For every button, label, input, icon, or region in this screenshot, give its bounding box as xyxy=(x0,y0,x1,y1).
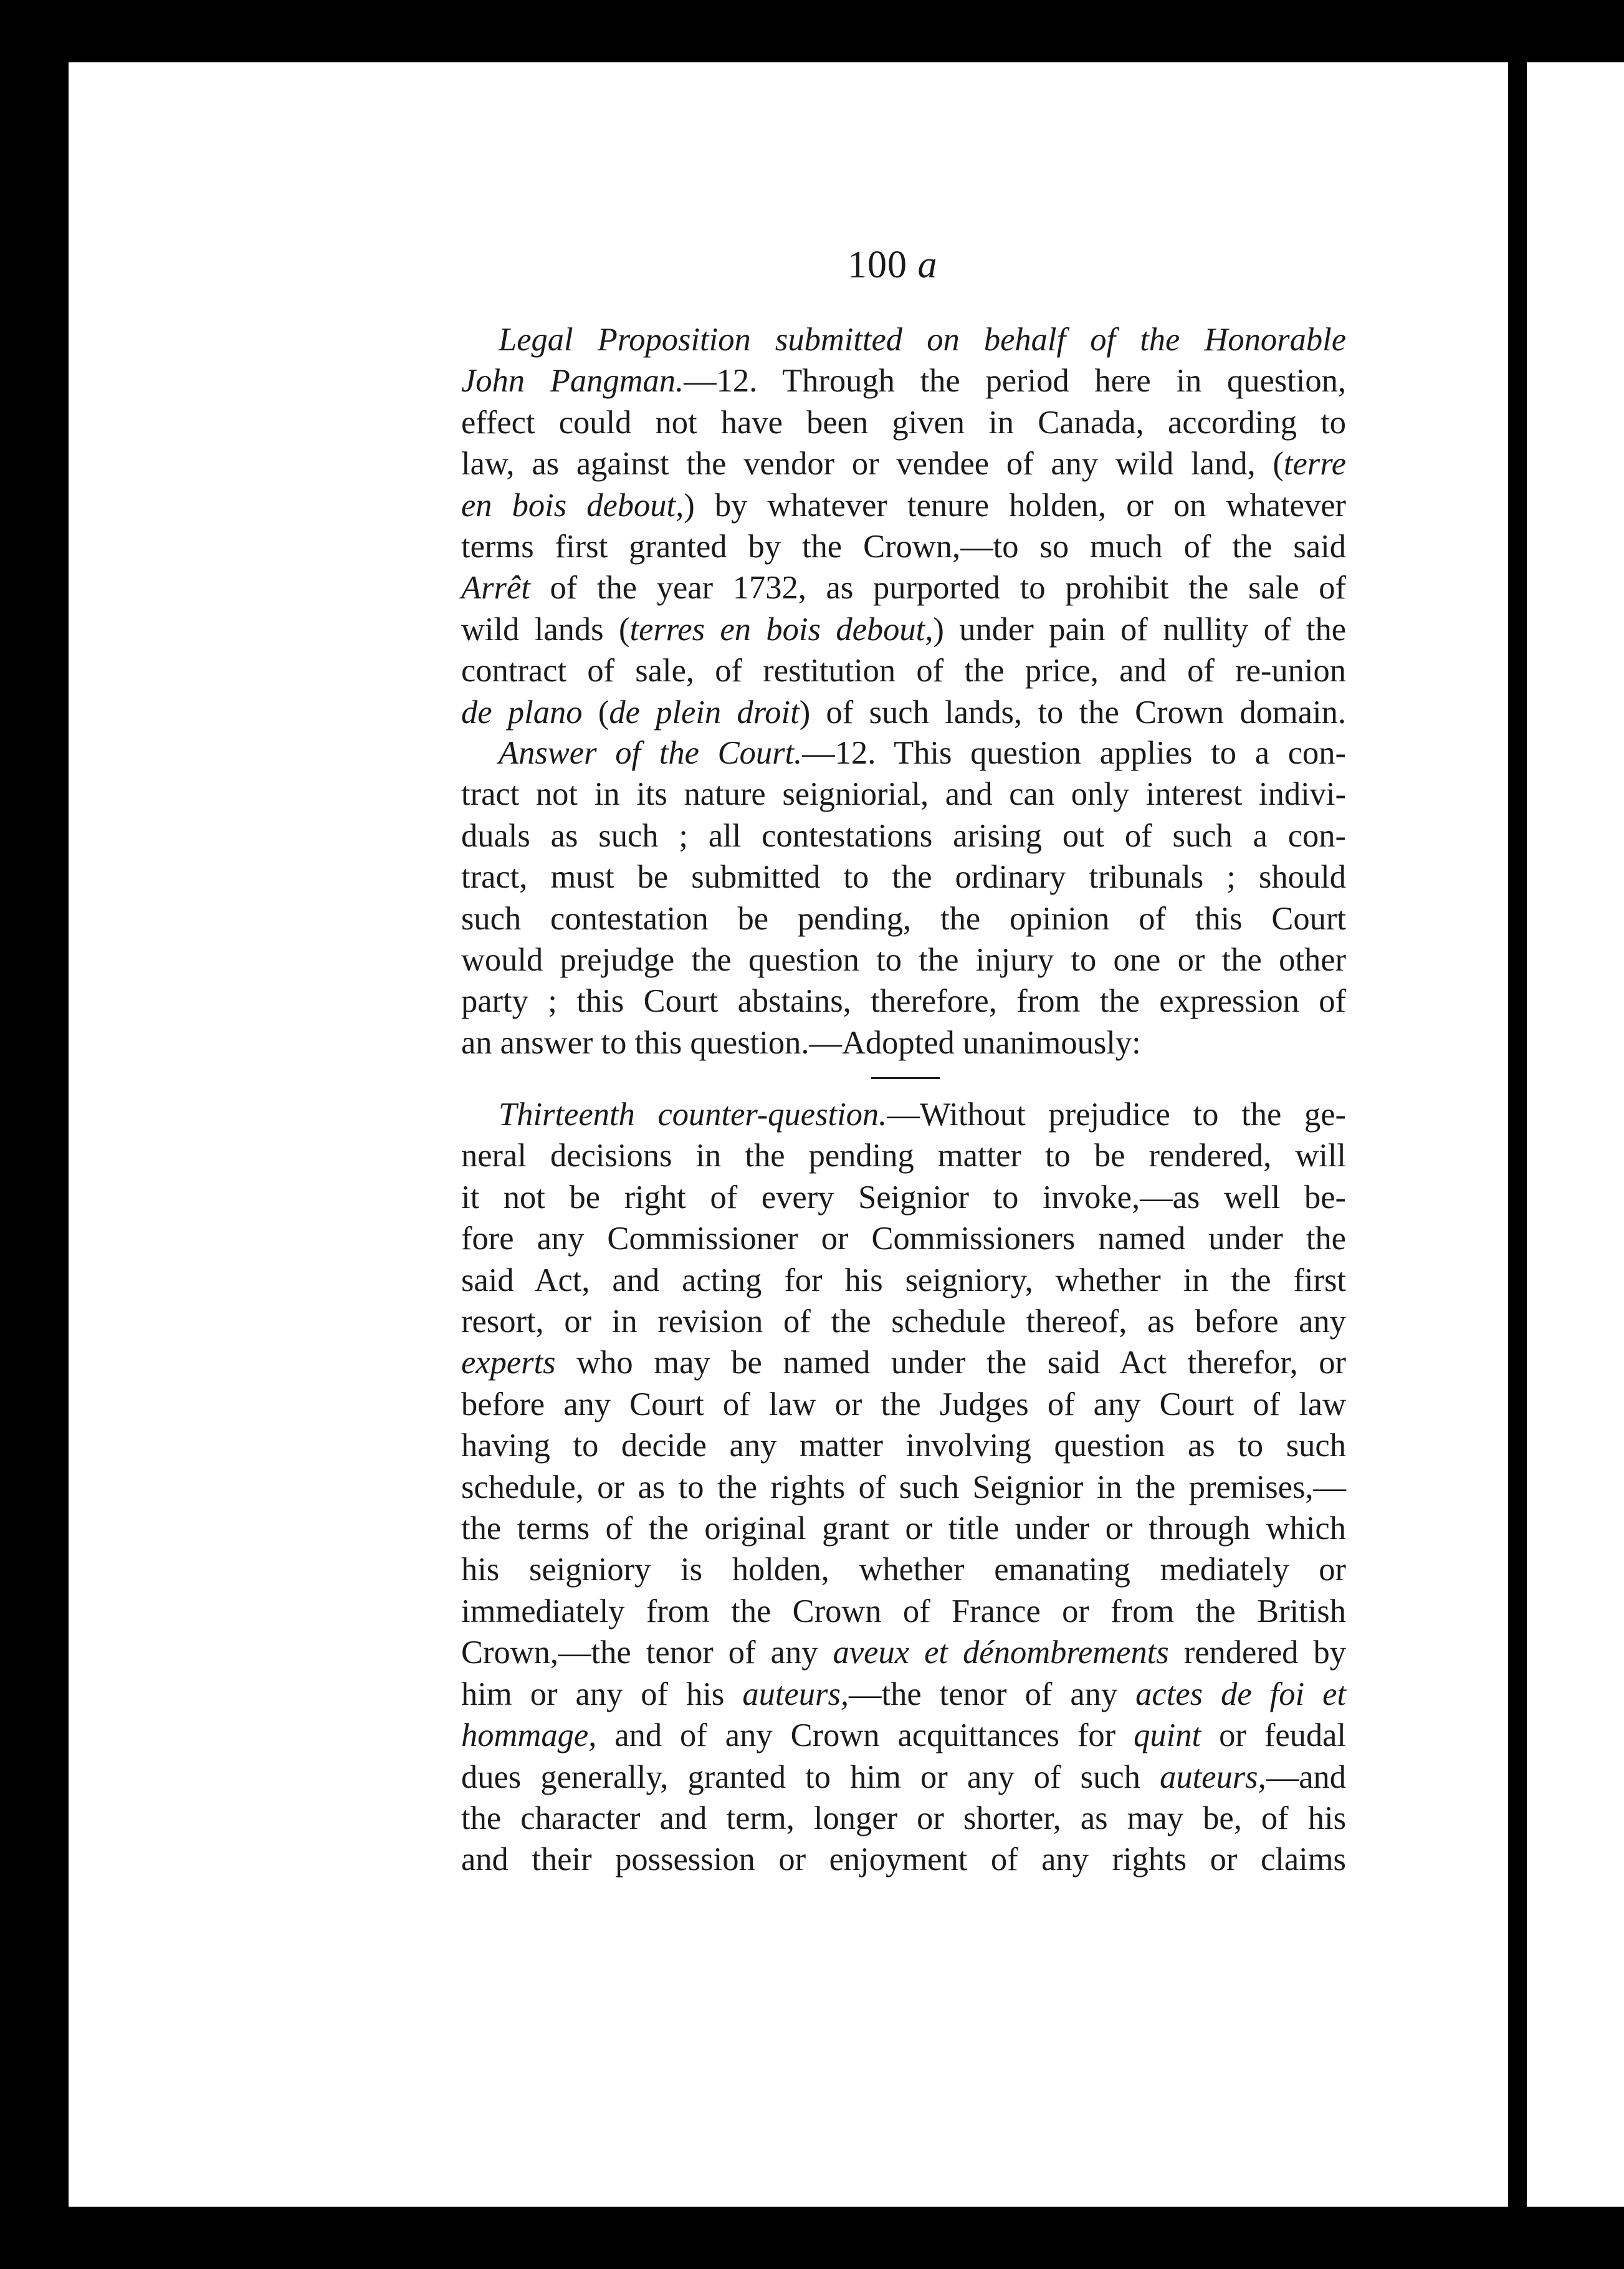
page-number-suffix: a xyxy=(917,244,938,286)
text-line: Answer of the Court.—12. This question applies to a con- xyxy=(499,735,1346,771)
text-line: effect could not have been given in Canada, according to xyxy=(461,404,1346,441)
text-line: his seigniory is holden, whether emanating mediately or xyxy=(461,1552,1346,1588)
page-number-value: 100 xyxy=(848,244,907,286)
text-line: resort, or in revision of the schedule thereof, as before any xyxy=(461,1303,1346,1340)
text-line: neral decisions in the pending matter to be rendered, will xyxy=(461,1138,1346,1174)
text-line: before any Court of law or the Judges of any Court of law xyxy=(461,1386,1346,1422)
text-line: fore any Commissioner or Commissioners named under the xyxy=(461,1221,1346,1257)
text-line: immediately from the Crown of France or from the British xyxy=(461,1593,1346,1629)
text-line: duals as such ; all contestations arising out of such a con- xyxy=(461,817,1346,854)
text-line: schedule, or as to the rights of such Seignior in the premises,— xyxy=(461,1469,1346,1505)
text-line: such contestation be pending, the opinion of this Court xyxy=(461,900,1346,937)
text-line: experts who may be named under the said Act therefor, or xyxy=(461,1345,1346,1381)
text-line: contract of sale, of restitution of the price, and of re-union xyxy=(461,653,1346,689)
text-line: it not be right of every Seignior to invoke,—as well be- xyxy=(461,1179,1346,1216)
text-line: said Act, and acting for his seigniory, whether in the first xyxy=(461,1262,1346,1298)
text-line: wild lands (terres en bois debout,) under pain of nullity of the xyxy=(461,611,1347,648)
text-line: terms first granted by the Crown,—to so much of the said xyxy=(461,529,1346,565)
section-divider xyxy=(871,1077,940,1079)
text-line: tract, must be submitted to the ordinary tribunals ; should xyxy=(461,859,1346,896)
legal-proposition-paragraph xyxy=(461,319,1346,733)
text-line: en bois debout,) by whatever tenure holden, or on whatever xyxy=(461,487,1346,524)
text-line: an answer to this question.—Adopted unanimously: xyxy=(461,1024,1141,1061)
text-line: John Pangman.—12. Through the period here in question, xyxy=(461,363,1346,400)
text-line: the character and term, longer or shorter, as may be, of his xyxy=(461,1800,1346,1836)
text-line: the terms of the original grant or title under or through which xyxy=(461,1510,1346,1547)
thirteenth-counter-question-paragraph xyxy=(461,1094,1346,1881)
text-line: Arrêt of the year 1732, as purported to prohibit the sale of xyxy=(461,570,1346,607)
text-line: dues generally, granted to him or any of such auteurs,—and xyxy=(461,1758,1346,1795)
text-line: party ; this Court abstains, therefore, from the expression of xyxy=(461,983,1346,1020)
text-line: tract not in its nature seigniorial, and can only interest indivi- xyxy=(461,776,1346,813)
text-line: Thirteenth counter-question.—Without prejudice to the ge- xyxy=(499,1096,1347,1133)
text-line: him or any of his auteurs,—the tenor of any actes de foi et xyxy=(461,1676,1346,1712)
text-line: having to decide any matter involving question as to such xyxy=(461,1427,1346,1464)
page-number xyxy=(848,243,938,287)
text-line: Legal Proposition submitted on behalf of the Honorable xyxy=(499,322,1346,358)
text-line: de plano (de plein droit) of such lands, to the Crown domain. xyxy=(461,694,1346,731)
answer-of-court-paragraph xyxy=(461,732,1346,1063)
text-line: and their possession or enjoyment of any rights or claims xyxy=(461,1841,1346,1878)
facing-page-edge xyxy=(1527,62,1624,2207)
text-line: would prejudge the question to the injury to one or the other xyxy=(461,942,1346,979)
text-line: Crown,—the tenor of any aveux et dénombrements rendered by xyxy=(461,1634,1346,1671)
text-line: law, as against the vendor or vendee of any wild land, (terre xyxy=(461,446,1346,482)
text-line: hommage, and of any Crown acquittances for quint or feudal xyxy=(461,1717,1347,1754)
